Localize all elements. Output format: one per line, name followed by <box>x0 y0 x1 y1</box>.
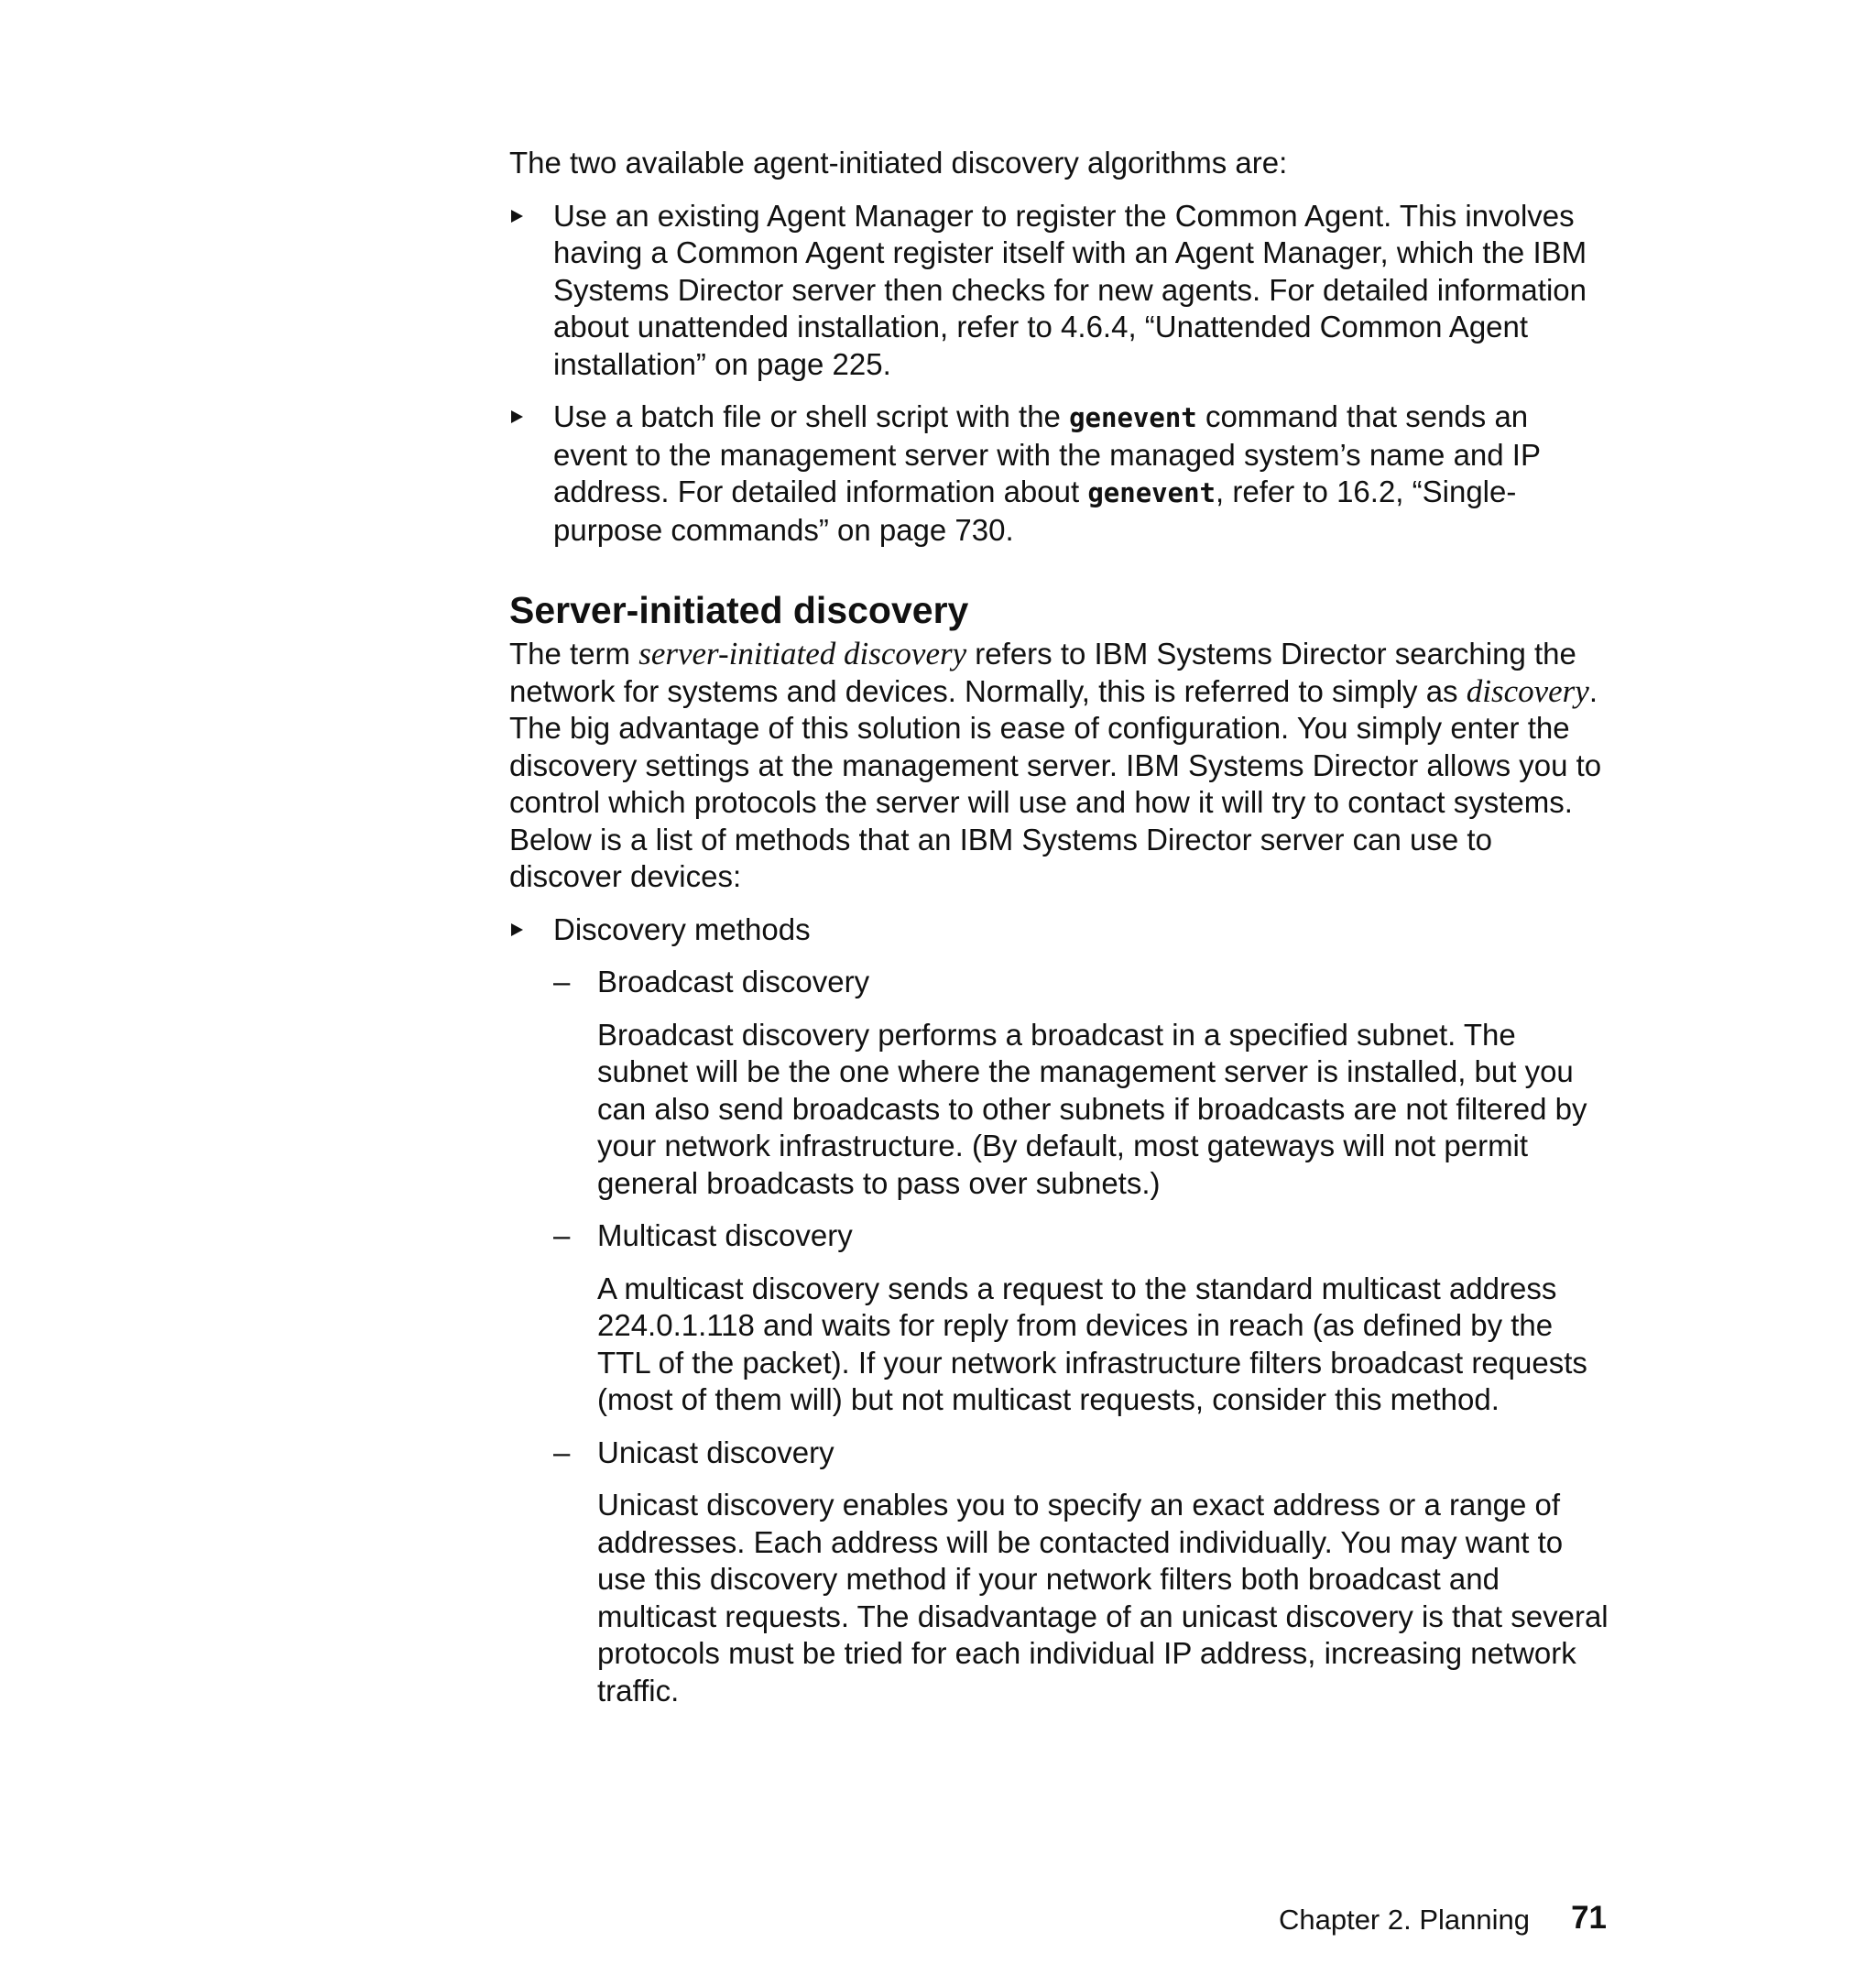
method-item-broadcast <box>553 964 1609 1001</box>
page-number: 71 <box>1571 1900 1607 1936</box>
method-title: Multicast discovery <box>597 1218 853 1252</box>
method-title: Unicast discovery <box>597 1435 834 1469</box>
bullet-text: Use an existing Agent Manager to register the Common Agent. This involves having a Common Agent register itself with an Agent Manager, which the IBM Systems Director server then checks for new agents. For detailed information about unattended installation, refer to 4.6.4, “Unattended Common Agent installation” on page 225. <box>553 198 1587 381</box>
dash-bullet-icon: – <box>553 965 571 998</box>
footer-chapter-title: Chapter 2. Planning <box>1278 1904 1530 1936</box>
text-run: Use a batch file or shell script with the <box>553 399 1070 433</box>
section-heading: Server-initiated discovery <box>509 589 969 631</box>
page-footer <box>0 1900 1607 1940</box>
section-paragraph <box>509 636 1609 896</box>
method-title: Broadcast discovery <box>597 965 870 998</box>
text-run: refers to IBM Systems Director searching the network for systems and devices. Normally, this is referred to simply as <box>509 637 1576 708</box>
method-item-multicast <box>553 1217 1609 1255</box>
text-run: The term <box>509 637 639 671</box>
method-description: Unicast discovery enables you to specify an exact address or a range of addresses. Each address will be contacted individually. You may want to use this discovery method if your network filters both broadcast and multicast requests. The disadvantage of an unicast discovery is that several protocols must be tried for each individual IP address, increasing network traffic. <box>597 1488 1609 1708</box>
method-description: A multicast discovery sends a request to the standard multicast address 224.0.1.118 and waits for reply from devices in reach (as defined by the TTL of the packet). If your network infrastructure filters broadcast requests (most of them will) but not multicast requests, consider this method. <box>597 1271 1587 1416</box>
page-body <box>509 145 1609 1725</box>
defined-term: server-initiated discovery <box>638 636 967 671</box>
intro-text: The two available agent-initiated discovery algorithms are: <box>509 146 1288 180</box>
triangle-bullet-icon <box>509 198 553 235</box>
text-run: . The big advantage of this solution is ease of configuration. You simply enter the discovery settings at the management server. IBM Systems Director allows you to control which protocols the server will use and how it will try to contact systems. Below is a list of methods that an IBM Systems Director server can use to discover devices: <box>509 673 1602 893</box>
dash-bullet-icon: – <box>553 1435 571 1469</box>
defined-term: discovery <box>1466 672 1589 709</box>
triangle-bullet-icon <box>509 398 553 435</box>
command-name: genevent <box>1087 477 1216 508</box>
bullet-item-agent-manager <box>509 198 1609 384</box>
dash-bullet-icon: – <box>553 1218 571 1252</box>
bullet-text <box>553 398 1609 549</box>
bullet-item-discovery-methods <box>509 911 1609 949</box>
triangle-bullet-icon <box>509 911 553 948</box>
text-run: , refer to 16.2, “Single-purpose commands” on page 730. <box>553 475 1517 547</box>
bullet-text: Discovery methods <box>553 911 811 946</box>
method-item-unicast <box>553 1435 1609 1472</box>
method-list <box>553 964 1609 1709</box>
text-run: command that sends an event to the management server with the managed system’s name and IP address. For detailed information about <box>553 399 1541 508</box>
method-description: Broadcast discovery performs a broadcast in a specified subnet. The subnet will be the one where the management server is installed, but you can also send broadcasts to other subnets if broadcasts are not filtered by your network infrastructure. (By default, most gateways will not permit general broadcasts to pass over subnets.) <box>597 1017 1587 1200</box>
command-name: genevent <box>1069 402 1197 433</box>
bullet-item-genevent <box>509 398 1609 549</box>
